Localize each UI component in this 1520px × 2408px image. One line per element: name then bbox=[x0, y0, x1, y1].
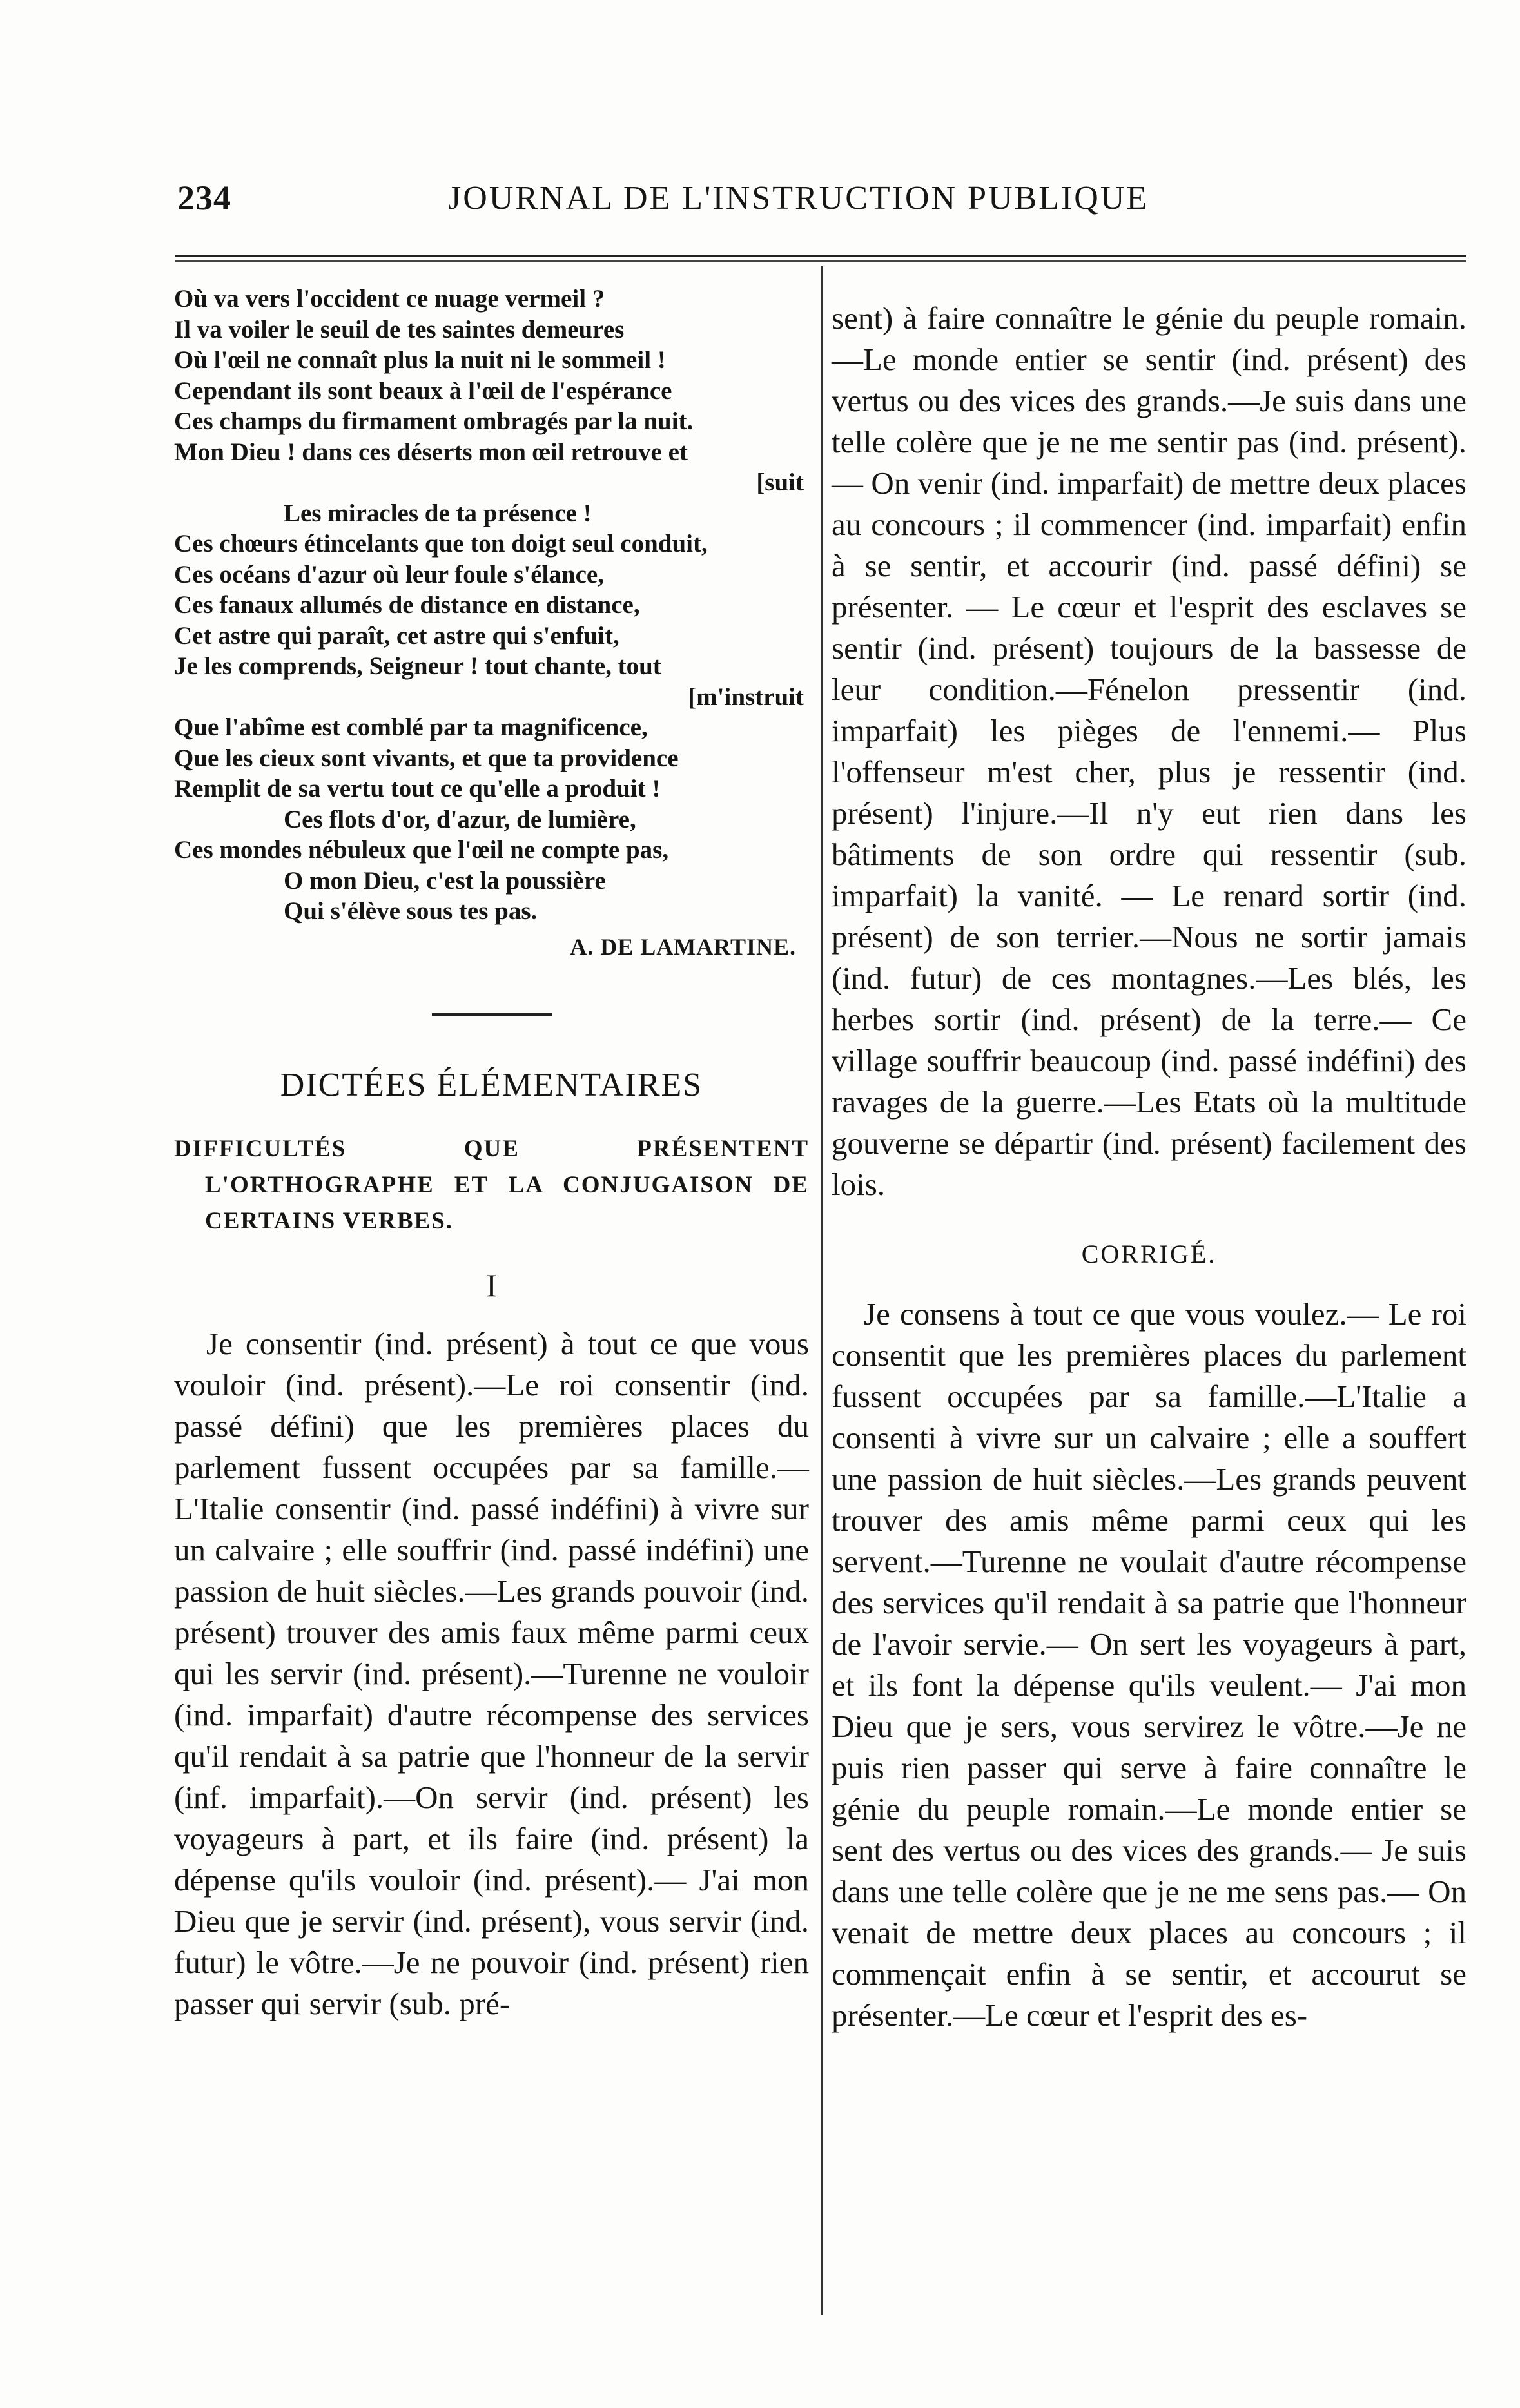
journal-title: JOURNAL DE L'INSTRUCTION PUBLIQUE bbox=[448, 180, 1149, 217]
section-subtitle: DIFFICULTÉS QUE PRÉSENTENT L'ORTHOGRAPHE ET LA CONJUGAISON DE CERTAINS VERBES. bbox=[174, 1135, 809, 1234]
poem-line: Où va vers l'occident ce nuage vermeil ? bbox=[174, 285, 605, 313]
poem-line: Il va voiler le seuil de tes saintes demeures bbox=[174, 315, 625, 344]
column-divider bbox=[821, 266, 823, 2315]
poem-line: Ces océans d'azur où leur foule s'élance, bbox=[174, 560, 604, 588]
dictation-text: Je consentir (ind. présent) à tout ce que vous vouloir (ind. présent).—Le roi consentir (ind. passé défini) que les premières places du parlement fussent occupées par sa famille.—L'Italie consentir (ind. passé indéfini) à vivre sur un calvaire ; elle souffrir (ind. passé indéfini) une passion de huit siècles.—Les grands pouvoir (ind. présent) trouver des amis faux même parmi ceux qui les servir (ind. présent).—Turenne ne vouloir (ind. imparfait) d'autre récompense des services qu'il rendait à sa patrie que l'honneur de la servir (inf. imparfait).—On servir (ind. présent) les voyageurs à part, et ils faire (ind. présent) la dépense qu'ils vouloir (ind. présent).— J'ai mon Dieu que je servir (ind. présent), vous servir (ind. futur) le vôtre.—Je ne pouvoir (ind. présent) rien passer qui servir (sub. pré- bbox=[174, 1325, 809, 2021]
poem-author: A. DE LAMARTINE. bbox=[570, 933, 796, 960]
poem-line: Ces mondes nébuleux que l'œil ne compte pas, bbox=[174, 836, 669, 864]
section-separator bbox=[432, 1013, 552, 1016]
poem-line: Où l'œil ne connaît plus la nuit ni le sommeil ! bbox=[174, 346, 666, 374]
poem-line: Je les comprends, Seigneur ! tout chante, tout bbox=[174, 652, 661, 680]
poem-line: Cet astre qui paraît, cet astre qui s'enfuit, bbox=[174, 621, 619, 650]
poem-line: Remplit de sa vertu tout ce qu'elle a produit ! bbox=[174, 775, 661, 802]
poem-line: Ces fanaux allumés de distance en distance, bbox=[174, 591, 640, 619]
page-header bbox=[177, 178, 1466, 242]
left-column bbox=[174, 284, 809, 2024]
header-rule bbox=[175, 255, 1466, 257]
dictation-text-continued: sent) à faire connaître le génie du peuple romain.—Le monde entier se sentir (ind. présent) des vertus ou des vices des grands.—Je suis dans une telle colère que je ne me sentir pas (ind. présent).— On venir (ind. imparfait) de mettre deux places au concours ; il commencer (ind. imparfait) enfin à se sentir, et accourir (ind. passé défini) se présenter. — Le cœur et l'esprit des esclaves se sentir (ind. présent) toujours de la bassesse de leur condition.—Fénelon pressentir (ind. imparfait) les pièges de l'ennemi.— Plus l'offenseur m'est cher, plus je ressentir (ind. présent) l'injure.—Il n'y eut rien dans les bâtiments de son ordre qui ressentir (sub. imparfait) la vanité. — Le renard sortir (ind. présent) de son terrier.—Nous ne sortir jamais (ind. futur) de ces montagnes.—Les blés, les herbes sortir (ind. présent) de la terre.— Ce village souffrir beaucoup (ind. passé indéfini) des ravages de la guerre.—Les Etats où la multitude gouverne se départir (ind. présent) facilement des lois. bbox=[832, 300, 1466, 1202]
corrige-heading: CORRIGÉ. bbox=[1081, 1239, 1217, 1268]
poem-line: O mon Dieu, c'est la poussière bbox=[284, 866, 606, 895]
poem-line: [m'instruit bbox=[688, 683, 804, 711]
right-column bbox=[832, 298, 1466, 2036]
poem-line: Ces chœurs étincelants que ton doigt seul conduit, bbox=[174, 530, 708, 558]
poem-line: Ces champs du firmament ombragés par la nuit. bbox=[174, 407, 694, 435]
poem-line: Cependant ils sont beaux à l'œil de l'espérance bbox=[174, 376, 672, 405]
poem-line: Les miracles de ta présence ! bbox=[284, 499, 592, 527]
poem-line: Ces flots d'or, d'azur, de lumière, bbox=[284, 805, 636, 833]
poem-line: [suit bbox=[756, 469, 804, 496]
page-number: 234 bbox=[177, 179, 231, 217]
poem-line: Que l'abîme est comblé par ta magnificence, bbox=[174, 714, 648, 741]
header-rule-secondary bbox=[175, 260, 1466, 262]
section-number: I bbox=[486, 1267, 497, 1303]
section-title: DICTÉES ÉLÉMENTAIRES bbox=[280, 1066, 703, 1103]
poem-line: Mon Dieu ! dans ces déserts mon œil retrouve et bbox=[174, 438, 688, 466]
corrige-text: Je consens à tout ce que vous voulez.— Le roi consentit que les premières places du parlement fussent occupées par sa famille.—L'Italie a consenti à vivre sur un calvaire ; elle a souffert une passion de huit siècles.—Les grands peuvent trouver des amis même parmi ceux qui les servent.—Turenne ne voulait d'autre récompense des services qu'il rendait à sa patrie que l'honneur de l'avoir servie.— On sert les voyageurs à part, et ils font la dépense qu'ils veulent.— J'ai mon Dieu que je sers, vous servirez le vôtre.—Je ne puis rien passer qui serve à faire connaître le génie du peuple romain.—Le monde entier se sent des vertus ou des vices des grands.— Je suis dans une telle colère que je ne me sens pas.— On venait de mettre deux places au concours ; il commençait enfin à se sentir, et accourut se présenter.—Le cœur et l'esprit des es- bbox=[832, 1296, 1466, 2033]
poem-line: Qui s'élève sous tes pas. bbox=[284, 897, 538, 925]
poem bbox=[174, 284, 809, 960]
poem-line: Que les cieux sont vivants, et que ta providence bbox=[174, 744, 679, 772]
